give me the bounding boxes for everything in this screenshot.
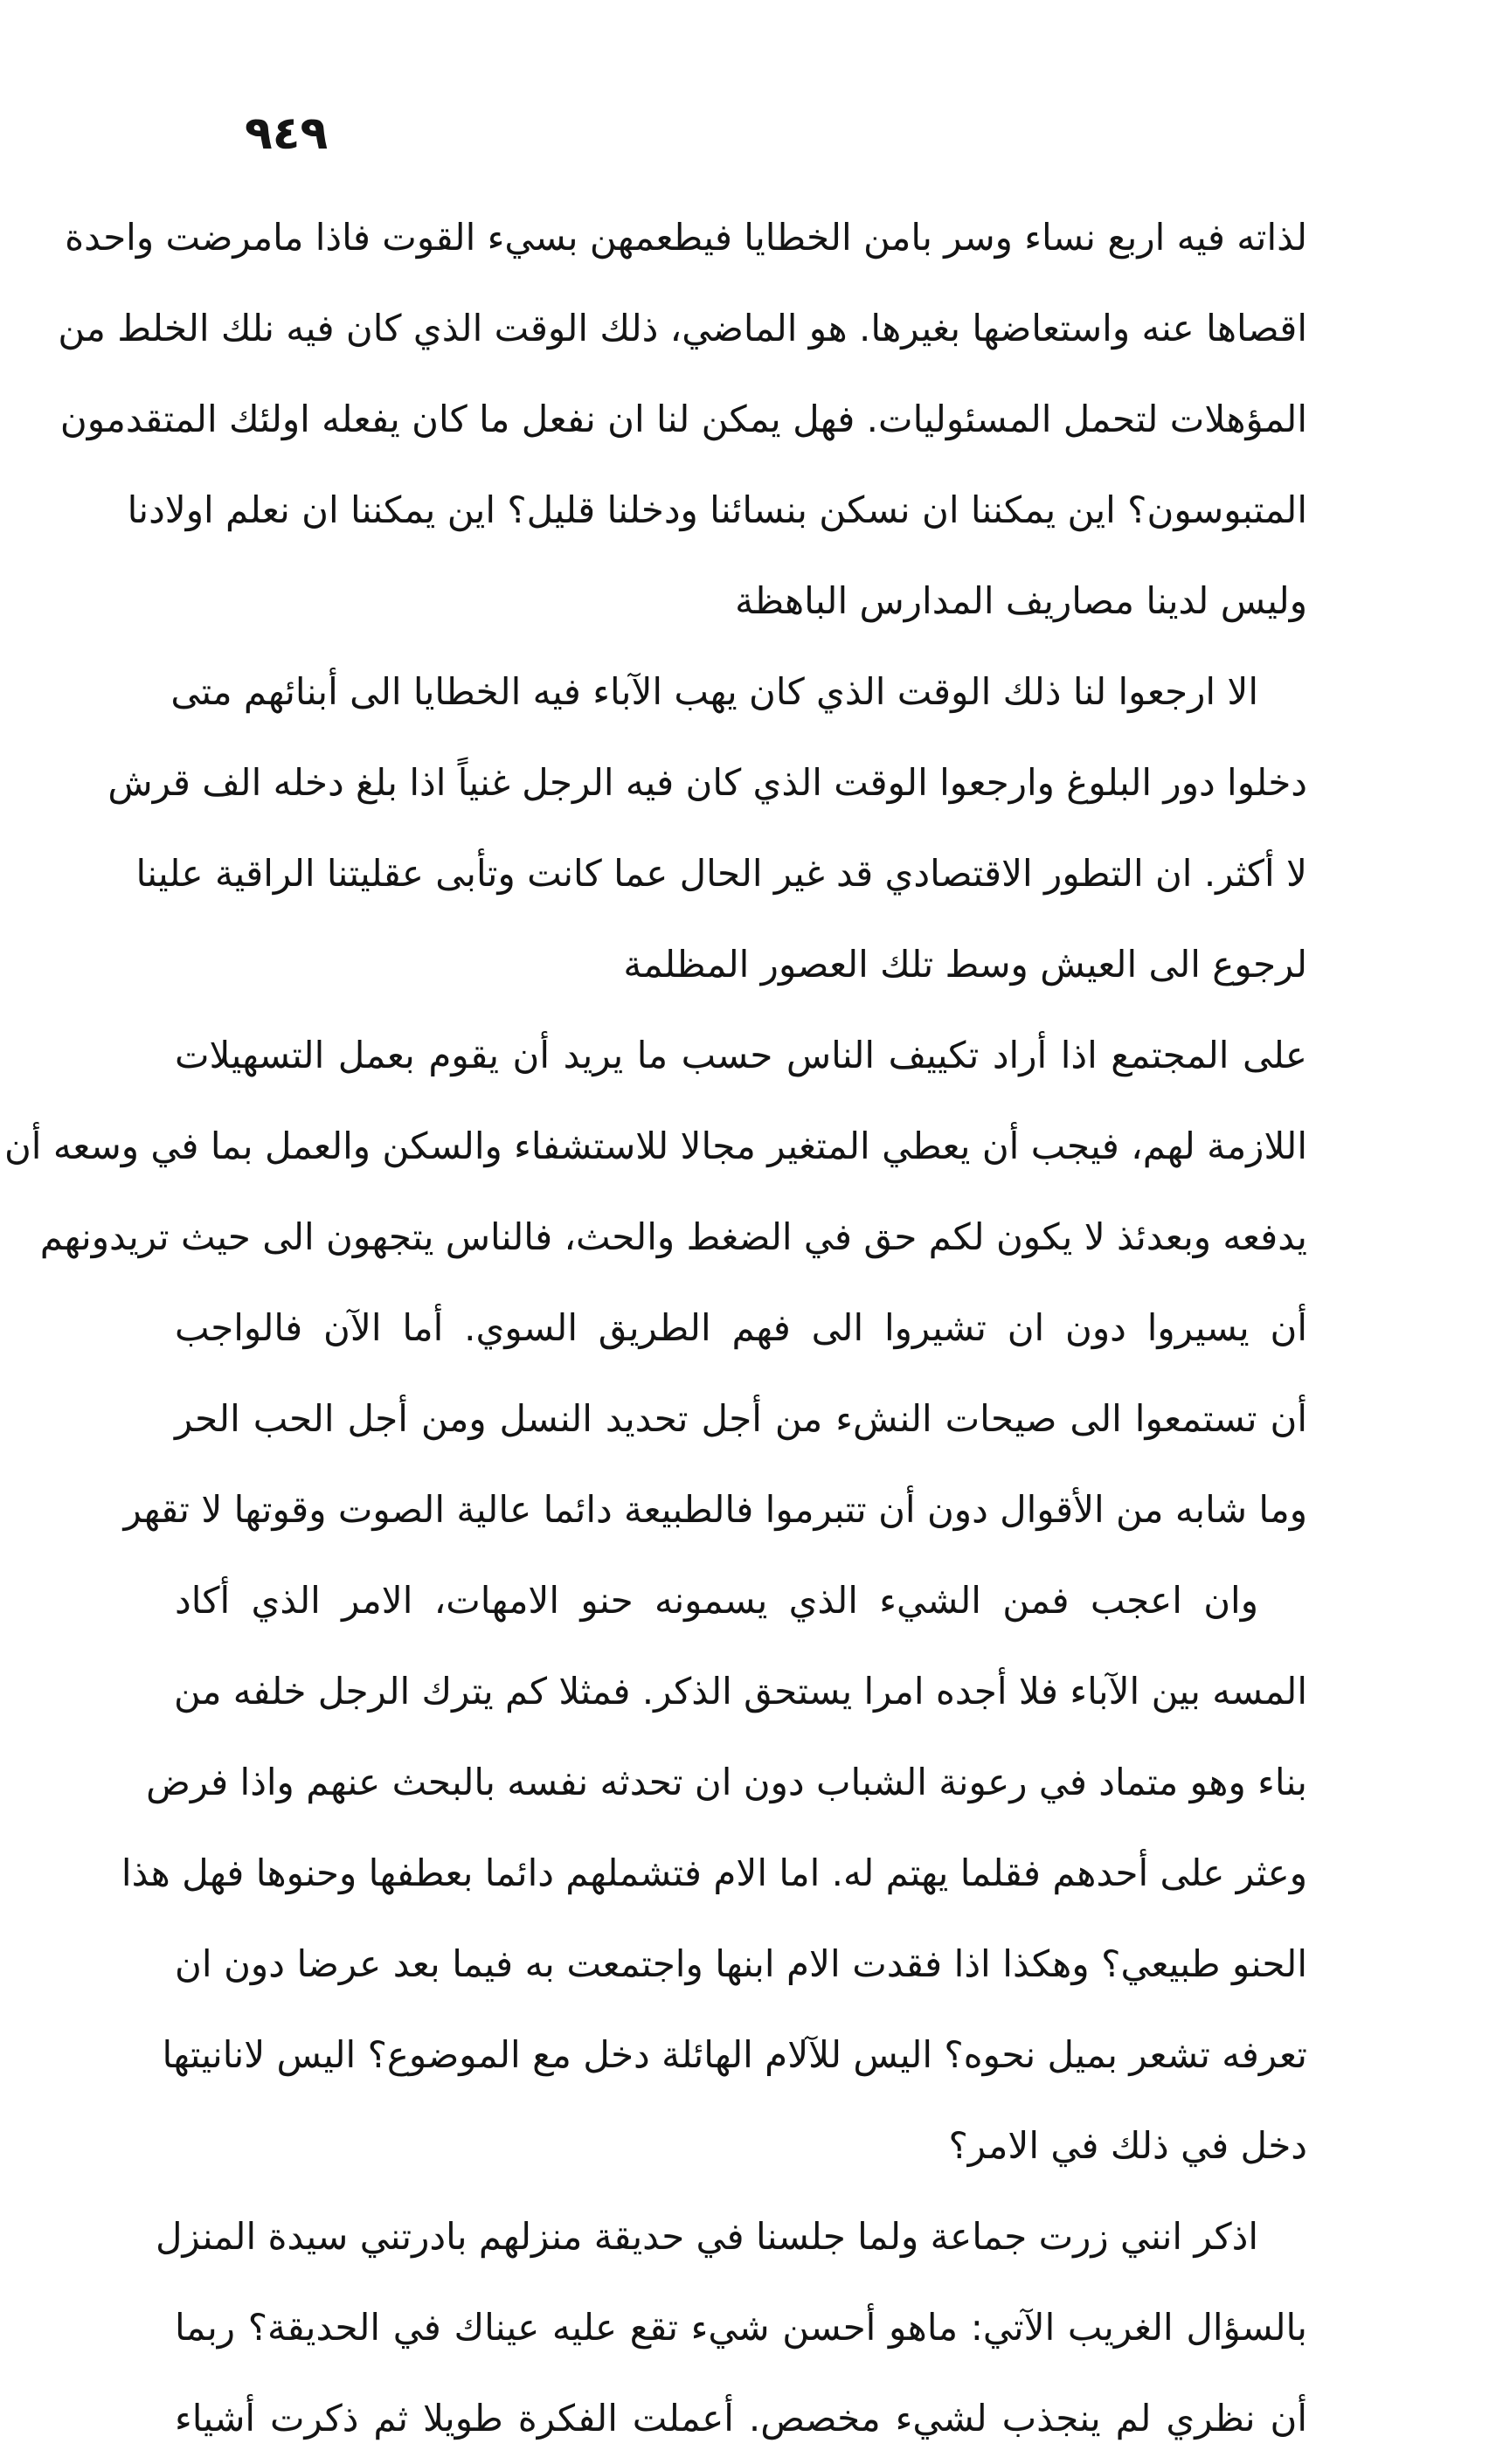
- text-line: المؤهلات لتحمل المسئوليات. فهل يمكن لنا ان نفعل ما كان يفعله اولئك المتقدمون: [59, 398, 1307, 440]
- paragraph: [107, 647, 1307, 1010]
- paragraph: [58, 192, 1307, 647]
- text-line: دخل في ذلك في الامر؟: [948, 2124, 1307, 2167]
- text-line: تعرفه تشعر بميل نحوه؟ اليس للآلام الهائلة دخل مع الموضوع؟ اليس لانانيتها: [162, 2033, 1307, 2076]
- page-number: ٩٤٩: [245, 107, 329, 160]
- text-line: وان اعجب فمن الشيء الذي يسمونه حنو الامهات، الامر الذي أكاد: [175, 1579, 1258, 1622]
- text-line: وعثر على أحدهم فقلما يهتم له. اما الام فتشملهم دائما بعطفها وحنوها فهل هذا: [121, 1851, 1307, 1894]
- text-line: اللازمة لهم، فيجب أن يعطي المتغير مجالا للاستشفاء والسكن والعمل بما في وسعه أن: [3, 1125, 1307, 1167]
- paragraph: [3, 1010, 1307, 1555]
- text-line: أن تستمعوا الى صيحات النشء من أجل تحديد النسل ومن أجل الحب الحر: [175, 1397, 1307, 1440]
- body-text: [3, 192, 1307, 2464]
- paragraph: [121, 1555, 1307, 2191]
- text-line: بناء وهو متماد في رعونة الشباب دون ان تحدثه نفسه بالبحث عنهم واذا فرض: [146, 1761, 1307, 1803]
- paragraph: [156, 2191, 1307, 2464]
- text-line: أن يسيروا دون ان تشيروا الى فهم الطريق السوي. أما الآن فالواجب: [175, 1306, 1307, 1349]
- text-line: وليس لدينا مصاريف المدارس الباهظة: [735, 579, 1307, 622]
- text-line: يدفعه وبعدئذ لا يكون لكم حق في الضغط والحث، فالناس يتجهون الى حيث تريدونهم: [39, 1215, 1307, 1258]
- text-line: أن نظري لم ينجذب لشيء مخصص. أعملت الفكرة طويلا ثم ذكرت أشياء: [175, 2397, 1307, 2440]
- text-line: لا أكثر. ان التطور الاقتصادي قد غير الحال عما كانت وتأبى عقليتنا الراقية علينا: [135, 852, 1307, 895]
- text-line: اقصاها عنه واستعاضها بغيرها. هو الماضي، ذلك الوقت الذي كان فيه نلك الخلط من: [58, 307, 1307, 350]
- text-line: لذاته فيه اربع نساء وسر بامن الخطايا فيطعمهن بسيء القوت فاذا مامرضت واحدة: [65, 216, 1307, 259]
- text-line: بالسؤال الغريب الآتي: ماهو أحسن شيء تقع عليه عيناك في الحديقة؟ ربما: [175, 2306, 1307, 2349]
- text-line: المسه بين الآباء فلا أجده امرا يستحق الذكر. فمثلا كم يترك الرجل خلفه من: [173, 1670, 1307, 1713]
- text-line: اذكر انني زرت جماعة ولما جلسنا في حديقة منزلهم بادرتني سيدة المنزل: [156, 2215, 1258, 2258]
- text-line: الحنو طبيعي؟ وهكذا اذا فقدت الام ابنها واجتمعت به فيما بعد عرضا دون ان: [175, 1942, 1307, 1985]
- text-line: على المجتمع اذا أراد تكييف الناس حسب ما يريد أن يقوم بعمل التسهيلات: [175, 1034, 1307, 1076]
- text-line: دخلوا دور البلوغ وارجعوا الوقت الذي كان فيه الرجل غنياً اذا بلغ دخله الف قرش: [107, 761, 1307, 804]
- text-line: وما شابه من الأقوال دون أن تتبرموا فالطبيعة دائما عالية الصوت وقوتها لا تقهر: [123, 1488, 1307, 1531]
- text-line: الا ارجعوا لنا ذلك الوقت الذي كان يهب الآباء فيه الخطايا الى أبنائهم متى: [170, 670, 1258, 713]
- text-line: لرجوع الى العيش وسط تلك العصور المظلمة: [623, 943, 1307, 986]
- text-line: المتبوسون؟ اين يمكننا ان نسكن بنسائنا ودخلنا قليل؟ اين يمكننا ان نعلم اولادنا: [127, 488, 1307, 531]
